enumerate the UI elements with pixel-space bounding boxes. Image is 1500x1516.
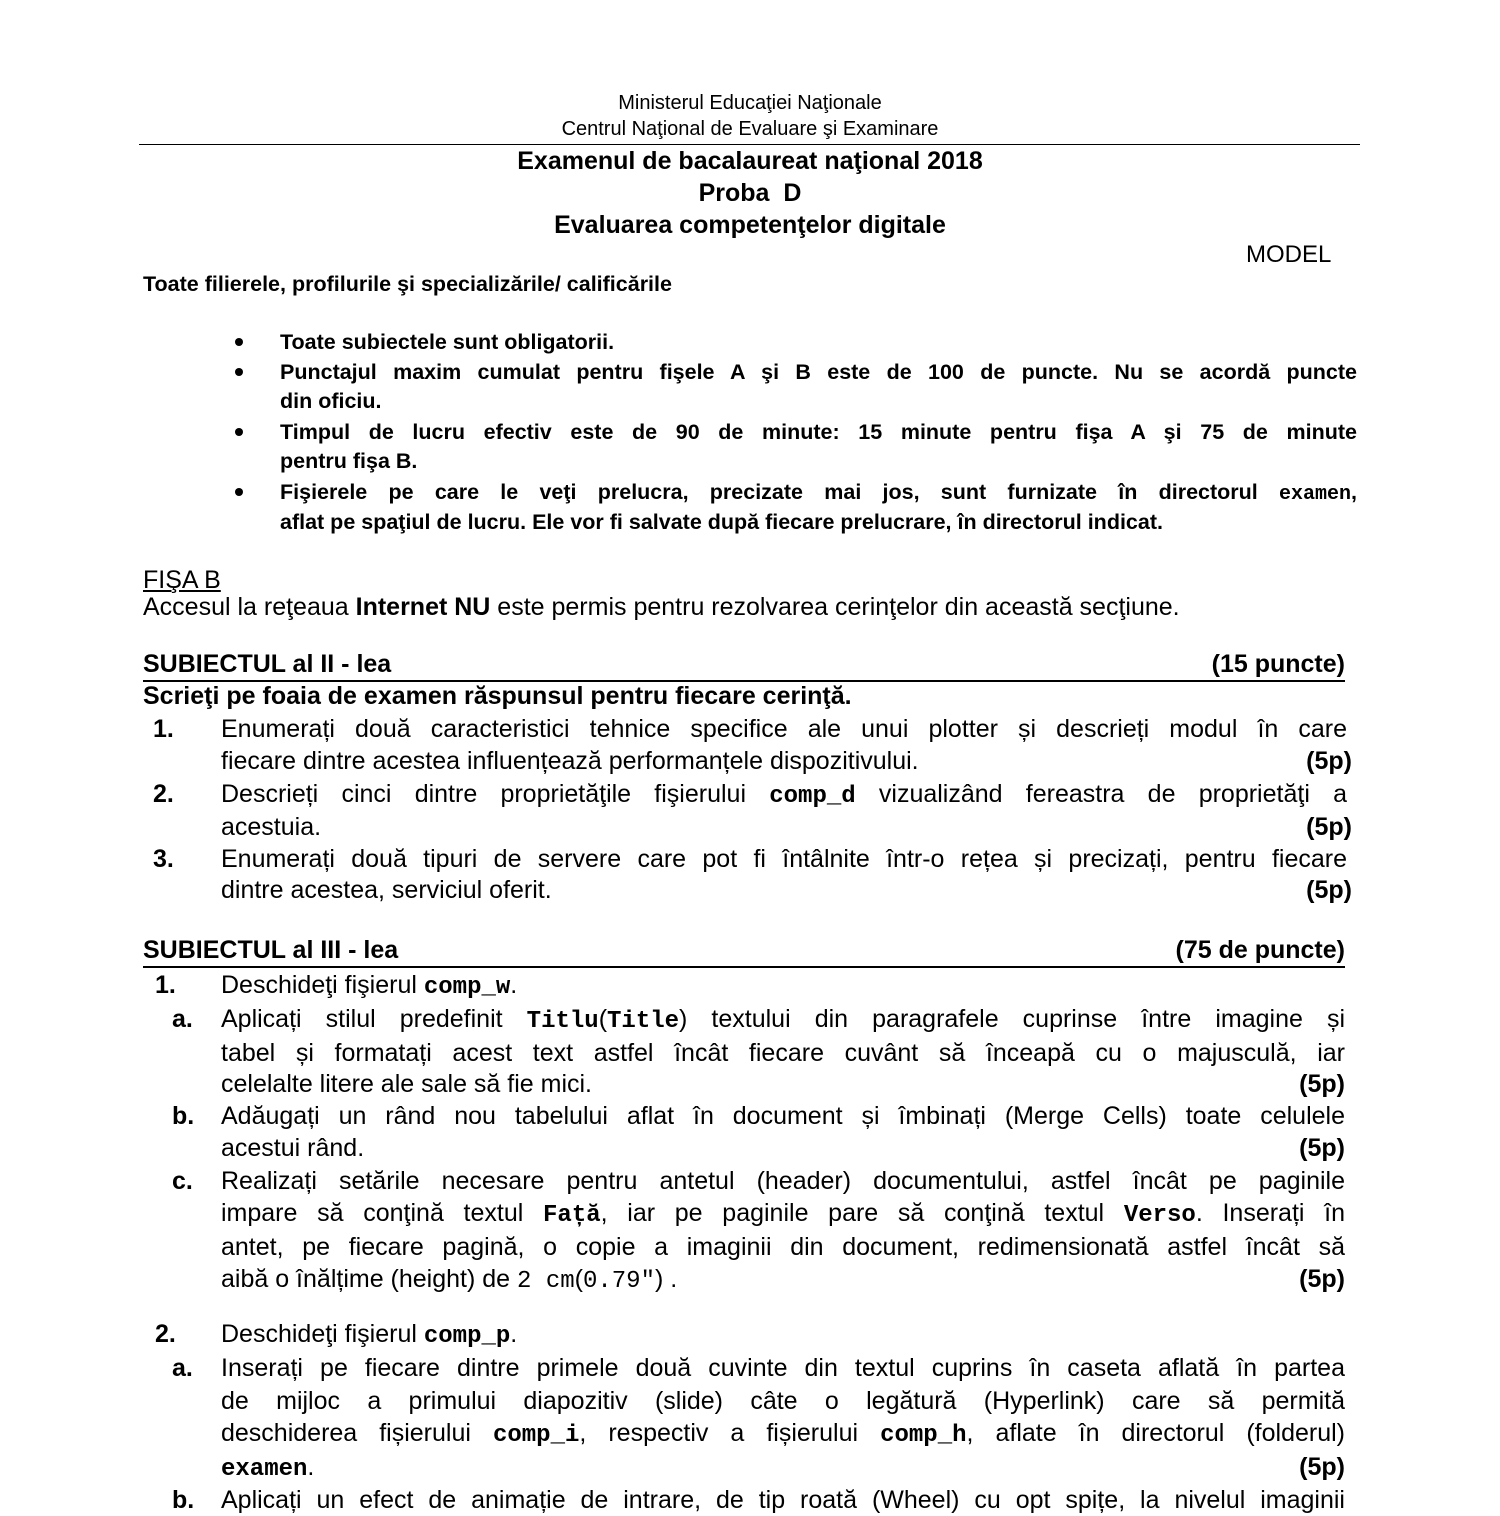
subitem-label: a. (172, 1005, 193, 1033)
question-text: Inserați pe fiecare dintre primele două cuvinte din textul cuprins în caseta aflată în partea (221, 1354, 1345, 1382)
ministry-name: Ministerul Educaţiei Naţionale (618, 92, 882, 114)
bullet-icon (235, 428, 243, 436)
text: ( (574, 1265, 583, 1293)
text: , respectiv a fișierului (579, 1419, 859, 1447)
item-number: 2. (155, 1320, 176, 1348)
question-text: Realizați setările necesare pentru antetul (header) documentului, astfel încât pe paginile (221, 1167, 1345, 1195)
question-points: (5p) (1299, 1265, 1345, 1293)
note-text: este permis pentru rezolvarea cerinţelor din această secţiune. (490, 593, 1180, 621)
question-text (221, 1318, 517, 1350)
section-title-fisa-b: FIŞA B (143, 566, 221, 594)
subject-title: SUBIECTUL al III - lea (143, 936, 399, 964)
file-name: comp_i (492, 1422, 580, 1449)
text: . (510, 971, 518, 999)
text: , aflate în directorul (folderul) (966, 1419, 1345, 1447)
question-text (221, 969, 517, 1001)
exam-proba: Proba D (698, 179, 802, 207)
question-points: (5p) (1299, 1134, 1345, 1162)
text: . (510, 1320, 518, 1348)
text: vizualizând fereastra de proprietăţi a (878, 780, 1347, 808)
bullet-icon (235, 338, 243, 346)
style-name: Title (607, 1008, 680, 1035)
rule-comma: , (1351, 480, 1357, 504)
question-text: tabel și formatați acest text astfel încât fiecare cuvânt să înceapă cu o majusculă, iar (221, 1039, 1345, 1067)
size-value: 0.79″ (582, 1268, 655, 1295)
question-text: Enumerați două tipuri de servere care pot fi întâlnite într-o rețea și precizați, pentru fiecare (221, 845, 1347, 873)
question-text: fiecare dintre acestea influențează performanțele dispozitivului. (221, 747, 919, 775)
question-text: Adăugați un rând nou tabelului aflat în document și îmbinați (Merge Cells) toate celulele (221, 1102, 1345, 1130)
text: ) textului din paragrafele cuprinse între imagine și (679, 1005, 1345, 1033)
audience-label: Toate filierele, profilurile şi specializările/ calificările (143, 272, 672, 296)
folder-name: examen (1279, 483, 1352, 506)
subject-points: (15 puncte) (1211, 650, 1345, 678)
item-number: 1. (155, 971, 176, 999)
note-emphasis: Internet NU (355, 593, 491, 621)
folder-name: examen (221, 1456, 308, 1483)
question-text: dintre acestea, serviciul oferit. (221, 876, 552, 904)
subitem-label: b. (172, 1486, 195, 1514)
internet-note (143, 591, 1180, 623)
question-text: acestuia. (221, 813, 322, 841)
text: Descrieți cinci dintre proprietăţile fişierului (221, 780, 746, 808)
question-points: (5p) (1299, 1453, 1345, 1481)
rule-item (280, 476, 1357, 508)
rule-item: Timpul de lucru efectiv este de 90 de minute: 15 minute pentru fişa A şi 75 de minute (280, 420, 1357, 444)
subitem-label: b. (172, 1102, 195, 1130)
model-label: MODEL (1246, 241, 1332, 268)
text: , iar pe paginile pare să conţină textul (600, 1199, 1105, 1227)
subitem-label: c. (172, 1167, 193, 1195)
file-name: comp_p (423, 1323, 511, 1350)
rule-item: Toate subiectele sunt obligatorii. (280, 330, 615, 354)
subject-2-heading (143, 648, 1345, 682)
header-text: Verso (1123, 1202, 1196, 1229)
question-text: Enumerați două caracteristici tehnice specifice ale unui plotter și descrieți modul în care (221, 715, 1347, 743)
subject-points: (75 de puncte) (1175, 936, 1345, 964)
subject-3-heading (143, 934, 1345, 968)
question-points: (5p) (1306, 813, 1352, 841)
exam-title: Examenul de bacalaureat naţional 2018 (517, 147, 983, 175)
text: . Inserați în (1195, 1199, 1345, 1227)
subitem-label: a. (172, 1354, 193, 1382)
question-text: celelalte litere ale sale să fie mici. (221, 1070, 592, 1098)
evaluation-center-name: Centrul Naţional de Evaluare şi Examinare (561, 118, 939, 140)
text: . (307, 1453, 315, 1481)
question-text: Aplicați un efect de animație de intrare, de tip roată (Wheel) cu opt spițe, la nivelul imaginii (221, 1486, 1345, 1514)
file-name: comp_d (769, 783, 856, 810)
question-text (221, 1197, 1345, 1229)
text: ) . (654, 1265, 678, 1293)
file-name: comp_h (880, 1422, 967, 1449)
question-text (221, 1003, 1345, 1035)
item-number: 2. (153, 780, 174, 808)
subject-title: SUBIECTUL al II - lea (143, 650, 392, 678)
header-text: Față (543, 1202, 601, 1229)
note-text: Accesul la reţeaua (143, 593, 356, 621)
rule-text: Fişierele pe care le veţi prelucra, precizate mai jos, sunt furnizate în directorul (280, 480, 1258, 504)
question-text (221, 1451, 314, 1483)
item-number: 3. (153, 845, 174, 873)
question-text (221, 1263, 677, 1295)
question-text: antet, pe fiecare pagină, o copie a imaginii din document, redimensionată astfel încât să (221, 1233, 1345, 1261)
question-text (221, 1417, 1345, 1449)
text: Aplicați stilul predefinit (221, 1005, 503, 1033)
rule-item: Punctajul maxim cumulat pentru fişele A şi B este de 100 de puncte. Nu se acordă puncte (280, 360, 1357, 384)
rule-item-cont: din oficiu. (280, 389, 382, 413)
size-value: 2 cm (517, 1268, 575, 1295)
question-points: (5p) (1299, 1070, 1345, 1098)
exam-subtitle: Evaluarea competenţelor digitale (554, 211, 946, 239)
subject-2-instruction: Scrieţi pe foaia de examen răspunsul pentru fiecare cerinţă. (143, 682, 852, 710)
rule-item-cont: pentru fişa B. (280, 449, 418, 473)
bullet-icon (235, 488, 243, 496)
file-name: comp_w (423, 974, 511, 1001)
question-text: de mijloc a primului diapozitiv (slide) câte o legătură (Hyperlink) care să permită (221, 1387, 1345, 1415)
question-points: (5p) (1306, 876, 1352, 904)
item-number: 1. (153, 715, 174, 743)
text: aibă o înălțime (height) de (221, 1265, 518, 1293)
text: Deschideţi fişierul (221, 1320, 424, 1348)
rule-item-cont: aflat pe spaţiul de lucru. Ele vor fi salvate după fiecare prelucrare, în directorul indicat. (280, 510, 1163, 534)
text: impare să conţină textul (221, 1199, 524, 1227)
style-name: Titlu (526, 1008, 599, 1035)
question-text (221, 778, 1347, 810)
bullet-icon (235, 368, 243, 376)
text: deschiderea fișierului (221, 1419, 471, 1447)
text: ( (598, 1005, 608, 1033)
question-points: (5p) (1306, 747, 1352, 775)
question-text: acestui rând. (221, 1134, 365, 1162)
text: Deschideţi fişierul (221, 971, 424, 999)
